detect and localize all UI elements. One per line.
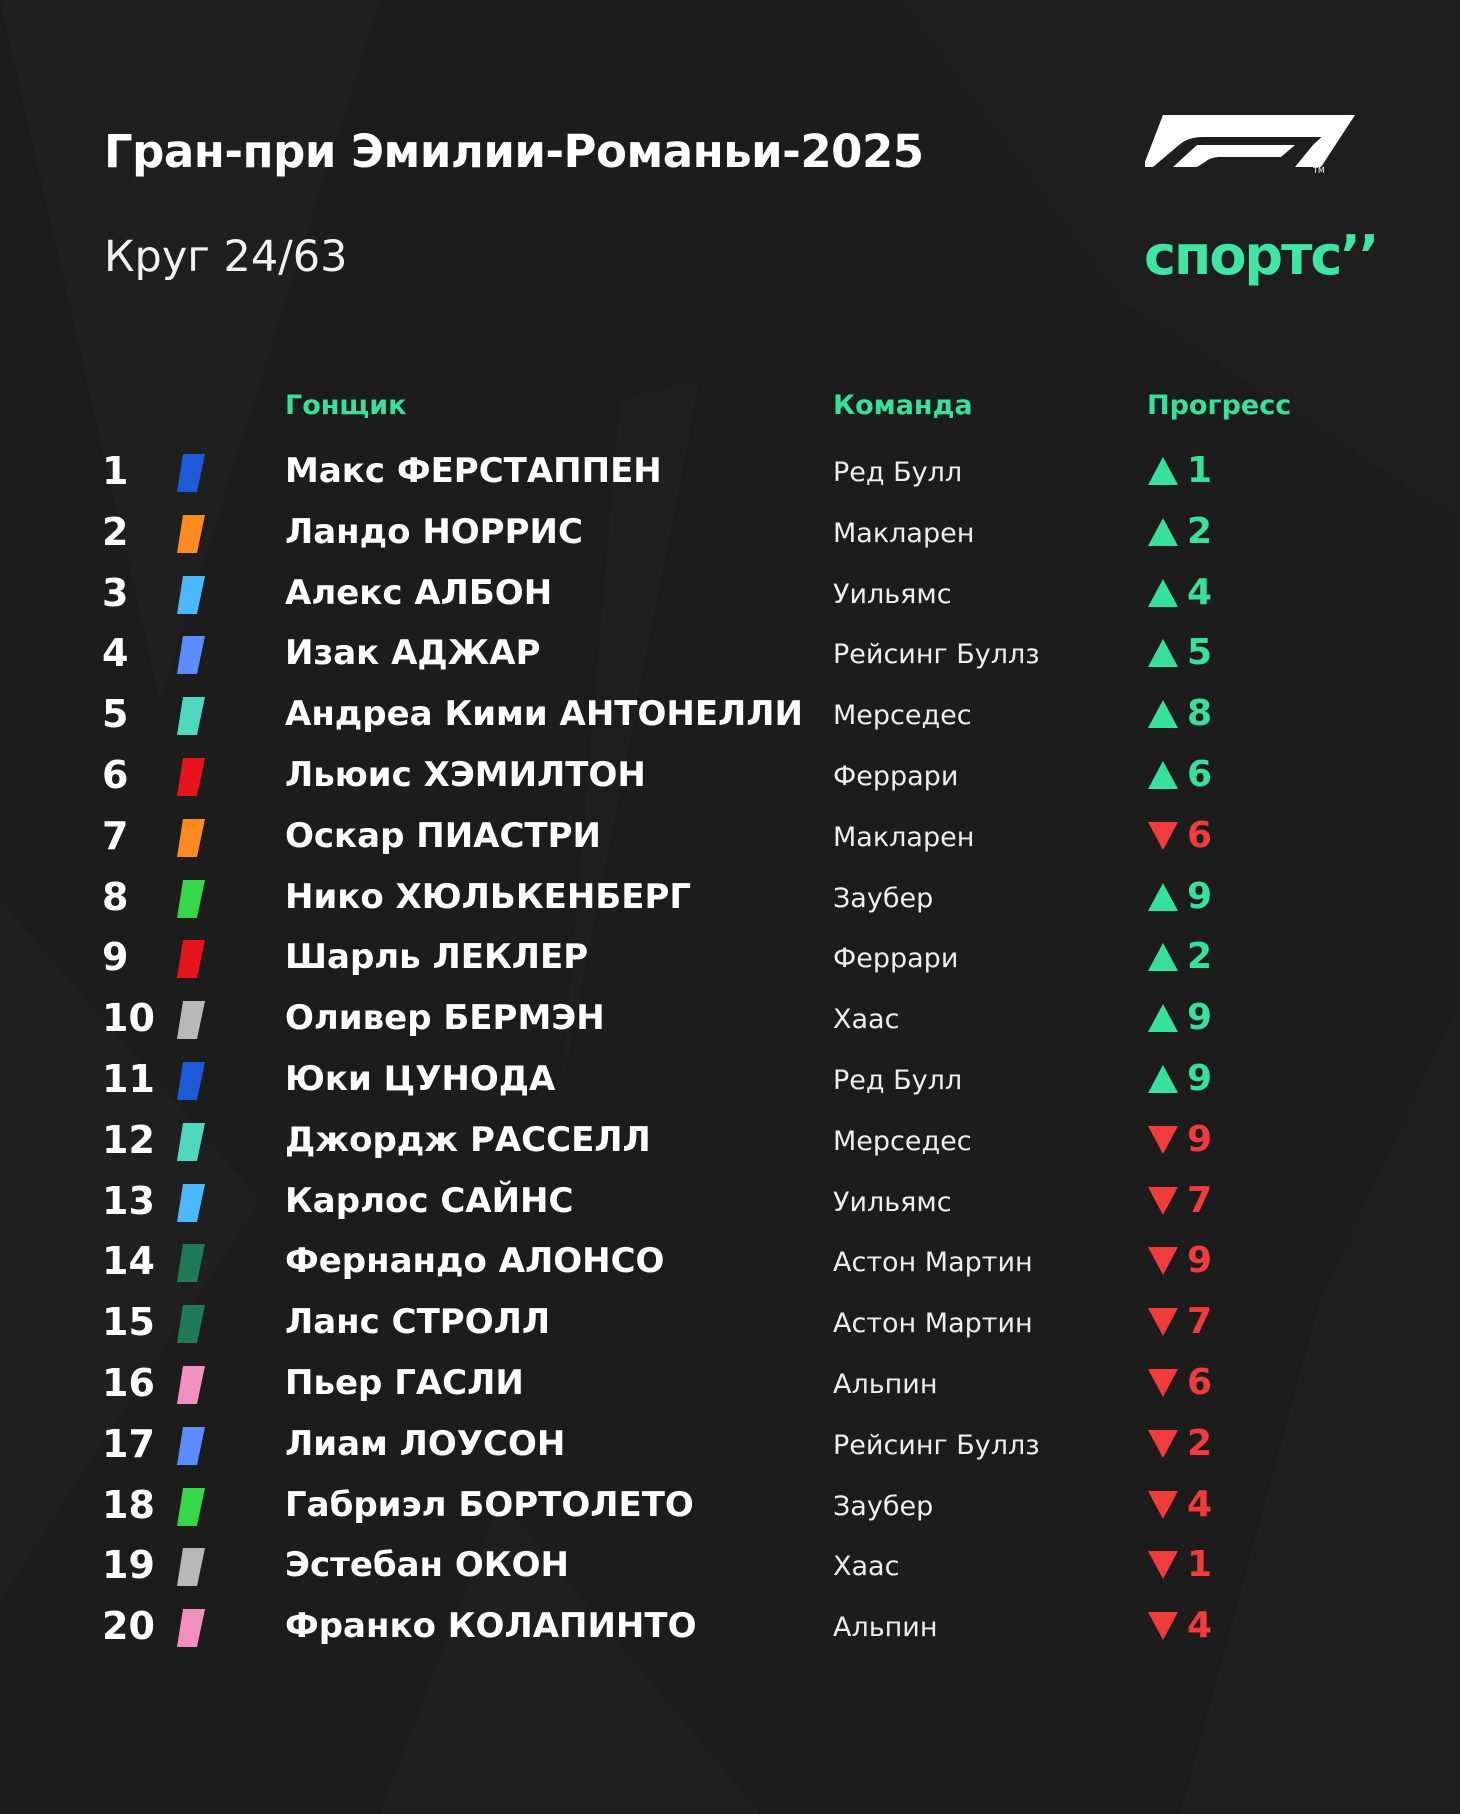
driver-name: Фернандо АЛОНСО — [285, 1241, 665, 1282]
team-color-flag-icon — [177, 515, 205, 553]
team-color-flag-icon — [177, 1244, 205, 1282]
arrow-down-icon — [1147, 1611, 1179, 1641]
driver-name: Андреа Кими АНТОНЕЛЛИ — [285, 694, 803, 735]
arrow-up-icon — [1147, 699, 1179, 729]
position-number: 1 — [102, 449, 129, 493]
table-row — [0, 928, 1460, 986]
progress-value: 2 — [1187, 510, 1213, 552]
team-color-flag-icon — [177, 1062, 205, 1100]
arrow-up-icon — [1147, 638, 1179, 668]
arrow-up-icon — [1147, 1003, 1179, 1033]
progress-value: 4 — [1187, 571, 1213, 613]
team-name: Астон Мартин — [833, 1247, 1033, 1279]
page-title: Гран-при Эмилии-Романьи-2025 — [104, 125, 924, 178]
table-row — [0, 685, 1460, 743]
driver-name: Габриэл БОРТОЛЕТО — [285, 1484, 694, 1525]
table-row — [0, 624, 1460, 682]
team-name: Ред Булл — [833, 457, 963, 488]
team-color-flag-icon — [177, 1366, 205, 1404]
progress-value: 1 — [1187, 1544, 1213, 1586]
progress-value: 4 — [1187, 1605, 1213, 1647]
progress-value: 9 — [1187, 997, 1213, 1039]
arrow-up-icon — [1147, 882, 1179, 912]
team-color-flag-icon — [177, 454, 205, 492]
team-color-flag-icon — [177, 1184, 205, 1222]
team-name: Уильямс — [833, 1186, 952, 1218]
sports-logo: спортс’’ — [1144, 224, 1378, 287]
arrow-up-icon — [1147, 456, 1179, 486]
table-row — [0, 1415, 1460, 1473]
driver-name: Оливер БЕРМЭН — [285, 998, 605, 1039]
position-number: 9 — [102, 935, 129, 980]
progress-value: 5 — [1187, 632, 1213, 674]
position-number: 12 — [102, 1117, 155, 1162]
table-row — [0, 1050, 1460, 1108]
progress-value: 7 — [1187, 1179, 1213, 1221]
team-name: Астон Мартин — [833, 1308, 1033, 1340]
arrow-down-icon — [1147, 1368, 1179, 1398]
lap-counter: Круг 24/63 — [104, 232, 348, 282]
arrow-up-icon — [1147, 1064, 1179, 1094]
team-name: Хаас — [833, 1004, 900, 1036]
driver-name: Лиам ЛОУСОН — [285, 1423, 566, 1464]
team-name: Альпин — [833, 1612, 938, 1644]
driver-name: Юки ЦУНОДА — [285, 1059, 556, 1099]
arrow-down-icon — [1147, 1490, 1179, 1520]
position-number: 13 — [102, 1178, 155, 1223]
arrow-up-icon — [1147, 578, 1179, 608]
position-number: 7 — [102, 813, 129, 858]
progress-value: 9 — [1187, 1058, 1213, 1099]
team-color-flag-icon — [177, 697, 205, 735]
table-row — [0, 1111, 1460, 1169]
team-color-flag-icon — [177, 1123, 205, 1161]
team-name: Заубер — [833, 1490, 934, 1522]
team-color-flag-icon — [177, 1427, 205, 1465]
team-name: Мерседес — [833, 1125, 972, 1157]
table-row — [0, 807, 1460, 865]
driver-name: Франко КОЛАПИНТО — [285, 1606, 697, 1647]
progress-value: 1 — [1187, 450, 1213, 491]
position-number: 6 — [102, 753, 129, 797]
position-number: 3 — [102, 570, 129, 615]
team-name: Заубер — [833, 882, 934, 914]
progress-value: 9 — [1187, 1118, 1213, 1160]
position-number: 2 — [102, 509, 129, 554]
arrow-up-icon — [1147, 942, 1179, 972]
position-number: 19 — [102, 1543, 155, 1588]
driver-name: Джордж РАССЕЛЛ — [285, 1119, 651, 1160]
driver-name: Оскар ПИАСТРИ — [285, 815, 601, 856]
arrow-down-icon — [1147, 1550, 1179, 1580]
arrow-down-icon — [1147, 1186, 1179, 1216]
driver-name: Алекс АЛБОН — [285, 572, 553, 613]
table-row — [0, 1597, 1460, 1655]
arrow-down-icon — [1147, 1429, 1179, 1459]
driver-name: Эстебан ОКОН — [285, 1545, 569, 1586]
progress-value: 7 — [1187, 1301, 1213, 1343]
team-color-flag-icon — [177, 576, 205, 614]
driver-name: Нико ХЮЛЬКЕНБЕРГ — [285, 876, 692, 917]
progress-value: 2 — [1187, 1422, 1213, 1464]
table-row — [0, 564, 1460, 622]
progress-value: 2 — [1187, 936, 1213, 978]
position-number: 20 — [102, 1604, 155, 1649]
svg-text:TM: TM — [1313, 166, 1325, 175]
column-header-team: Команда — [833, 390, 973, 421]
table-row — [0, 503, 1460, 561]
position-number: 18 — [102, 1482, 155, 1527]
team-color-flag-icon — [177, 636, 205, 674]
team-name: Уильямс — [833, 578, 952, 610]
team-name: Рейсинг Буллз — [833, 1429, 1040, 1461]
progress-value: 6 — [1187, 814, 1213, 856]
arrow-down-icon — [1147, 1125, 1179, 1155]
arrow-down-icon — [1147, 821, 1179, 851]
team-name: Альпин — [833, 1369, 938, 1400]
team-color-flag-icon — [177, 1548, 205, 1586]
position-number: 16 — [102, 1361, 155, 1405]
team-color-flag-icon — [177, 819, 205, 857]
team-color-flag-icon — [177, 1609, 205, 1647]
progress-value: 6 — [1187, 1362, 1213, 1403]
team-name: Макларен — [833, 821, 975, 853]
position-number: 17 — [102, 1421, 155, 1466]
arrow-up-icon — [1147, 517, 1179, 547]
progress-value: 8 — [1187, 693, 1213, 735]
driver-name: Ланс СТРОЛЛ — [285, 1302, 551, 1343]
position-number: 8 — [102, 874, 129, 919]
table-row — [0, 989, 1460, 1047]
team-color-flag-icon — [177, 1305, 205, 1343]
table-row — [0, 1476, 1460, 1534]
team-name: Ред Булл — [833, 1065, 963, 1096]
arrow-down-icon — [1147, 1307, 1179, 1337]
arrow-down-icon — [1147, 1246, 1179, 1276]
table-row — [0, 1536, 1460, 1594]
position-number: 14 — [102, 1239, 155, 1284]
team-name: Хаас — [833, 1551, 900, 1583]
table-row — [0, 1354, 1460, 1412]
table-row — [0, 442, 1460, 500]
team-color-flag-icon — [177, 1001, 205, 1039]
team-color-flag-icon — [177, 940, 205, 978]
driver-name: Льюис ХЭМИЛТОН — [285, 755, 646, 795]
position-number: 4 — [102, 631, 129, 676]
column-header-driver: Гонщик — [285, 390, 407, 421]
driver-name: Макс ФЕРСТАППЕН — [285, 451, 662, 491]
position-number: 15 — [102, 1300, 155, 1345]
arrow-up-icon — [1147, 760, 1179, 790]
driver-name: Карлос САЙНС — [285, 1180, 574, 1221]
position-number: 10 — [102, 996, 155, 1041]
progress-value: 4 — [1187, 1483, 1213, 1525]
f1-logo-icon — [1145, 115, 1355, 175]
column-header-progress: Прогресс — [1147, 390, 1292, 421]
team-color-flag-icon — [177, 880, 205, 918]
driver-name: Изак АДЖАР — [285, 633, 541, 674]
team-name: Рейсинг Буллз — [833, 639, 1040, 671]
team-name: Мерседес — [833, 700, 972, 732]
driver-name: Шарль ЛЕКЛЕР — [285, 937, 589, 978]
team-color-flag-icon — [177, 758, 205, 796]
progress-value: 6 — [1187, 754, 1213, 795]
table-row — [0, 1232, 1460, 1290]
table-row — [0, 1172, 1460, 1230]
driver-name: Пьер ГАСЛИ — [285, 1363, 524, 1403]
driver-name: Ландо НОРРИС — [285, 511, 583, 552]
progress-value: 9 — [1187, 1240, 1213, 1282]
table-row — [0, 1293, 1460, 1351]
team-name: Макларен — [833, 517, 975, 549]
progress-value: 9 — [1187, 875, 1213, 917]
team-name: Феррари — [833, 761, 959, 792]
table-row — [0, 868, 1460, 926]
position-number: 11 — [102, 1057, 155, 1101]
team-name: Феррари — [833, 943, 959, 975]
team-color-flag-icon — [177, 1488, 205, 1526]
table-row — [0, 746, 1460, 804]
position-number: 5 — [102, 692, 129, 737]
